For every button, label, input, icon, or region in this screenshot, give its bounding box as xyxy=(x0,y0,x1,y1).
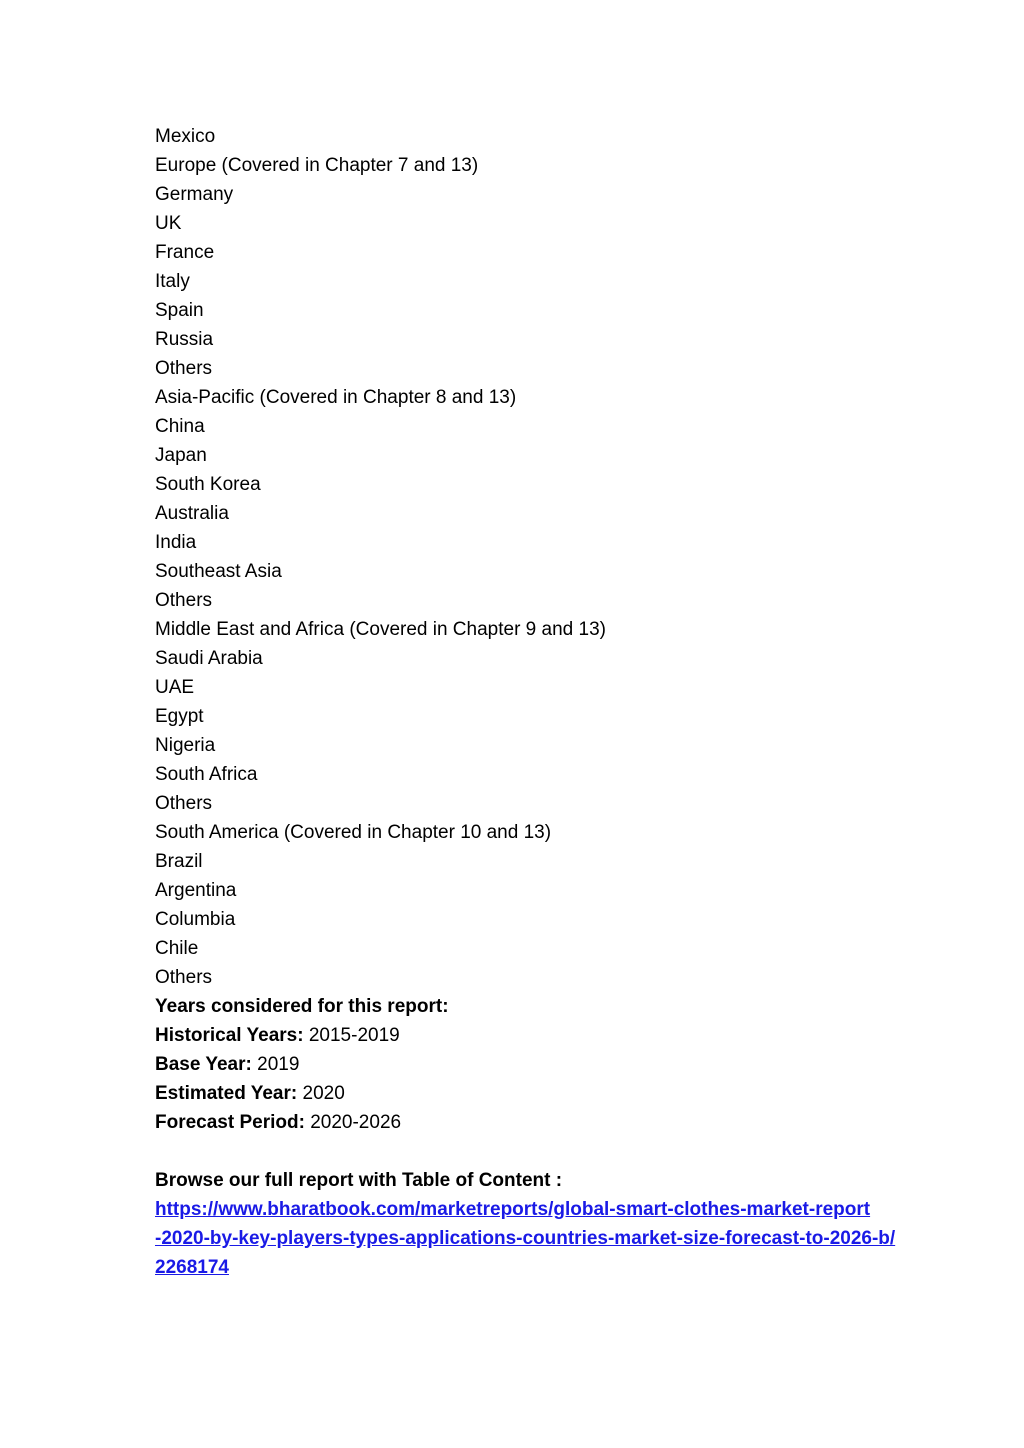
region-item: Italy xyxy=(155,271,190,292)
years-section xyxy=(155,992,875,1137)
years-heading: Years considered for this report: xyxy=(155,996,449,1017)
base-year-row xyxy=(155,1050,875,1079)
region-item: South America (Covered in Chapter 10 and 13) xyxy=(155,822,552,843)
region-item: Columbia xyxy=(155,909,236,930)
region-item: Argentina xyxy=(155,880,237,901)
region-item: Europe (Covered in Chapter 7 and 13) xyxy=(155,155,479,176)
region-item: Others xyxy=(155,358,213,379)
region-item: Mexico xyxy=(155,126,216,147)
document-page xyxy=(155,122,896,1282)
region-item: Australia xyxy=(155,503,229,524)
estimated-year-label: Estimated Year: xyxy=(155,1083,298,1104)
region-item: Others xyxy=(155,793,213,814)
region-item: Germany xyxy=(155,184,234,205)
historical-years-value: 2015-2019 xyxy=(303,1025,400,1046)
browse-section xyxy=(155,1166,896,1282)
region-item: Egypt xyxy=(155,706,204,727)
region-item: Nigeria xyxy=(155,735,216,756)
region-item: Brazil xyxy=(155,851,203,872)
region-item: Others xyxy=(155,590,213,611)
report-link-line-1[interactable]: https://www.bharatbook.com/marketreports/global-smart-clothes-market-report xyxy=(155,1199,871,1220)
historical-years-label: Historical Years: xyxy=(155,1025,304,1046)
region-item: Spain xyxy=(155,300,204,321)
region-item: Saudi Arabia xyxy=(155,648,263,669)
region-item: Asia-Pacific (Covered in Chapter 8 and 13) xyxy=(155,387,517,408)
report-link-line-2[interactable]: -2020-by-key-players-types-applications-countries-market-size-forecast-to-2026-b/ xyxy=(155,1228,896,1249)
report-link-line-3[interactable]: 2268174 xyxy=(155,1257,229,1278)
historical-years-row xyxy=(155,1021,875,1050)
region-item: Japan xyxy=(155,445,207,466)
estimated-year-value: 2020 xyxy=(297,1083,345,1104)
base-year-value: 2019 xyxy=(251,1054,300,1075)
region-item: South Africa xyxy=(155,764,258,785)
browse-heading: Browse our full report with Table of Content : xyxy=(155,1170,563,1191)
forecast-period-label: Forecast Period: xyxy=(155,1112,305,1133)
region-item: Chile xyxy=(155,938,199,959)
estimated-year-row xyxy=(155,1079,875,1108)
region-item: South Korea xyxy=(155,474,261,495)
forecast-period-value: 2020-2026 xyxy=(304,1112,402,1133)
region-item: Southeast Asia xyxy=(155,561,282,582)
region-item: Others xyxy=(155,967,213,988)
region-item: UAE xyxy=(155,677,195,698)
region-item: India xyxy=(155,532,197,553)
forecast-period-row xyxy=(155,1108,875,1137)
region-item: Russia xyxy=(155,329,214,350)
region-list xyxy=(155,122,875,992)
blank-line xyxy=(155,1137,875,1166)
base-year-label: Base Year: xyxy=(155,1054,252,1075)
region-item: Middle East and Africa (Covered in Chapter 9 and 13) xyxy=(155,619,606,640)
region-item: UK xyxy=(155,213,182,234)
region-item: China xyxy=(155,416,205,437)
region-item: France xyxy=(155,242,215,263)
